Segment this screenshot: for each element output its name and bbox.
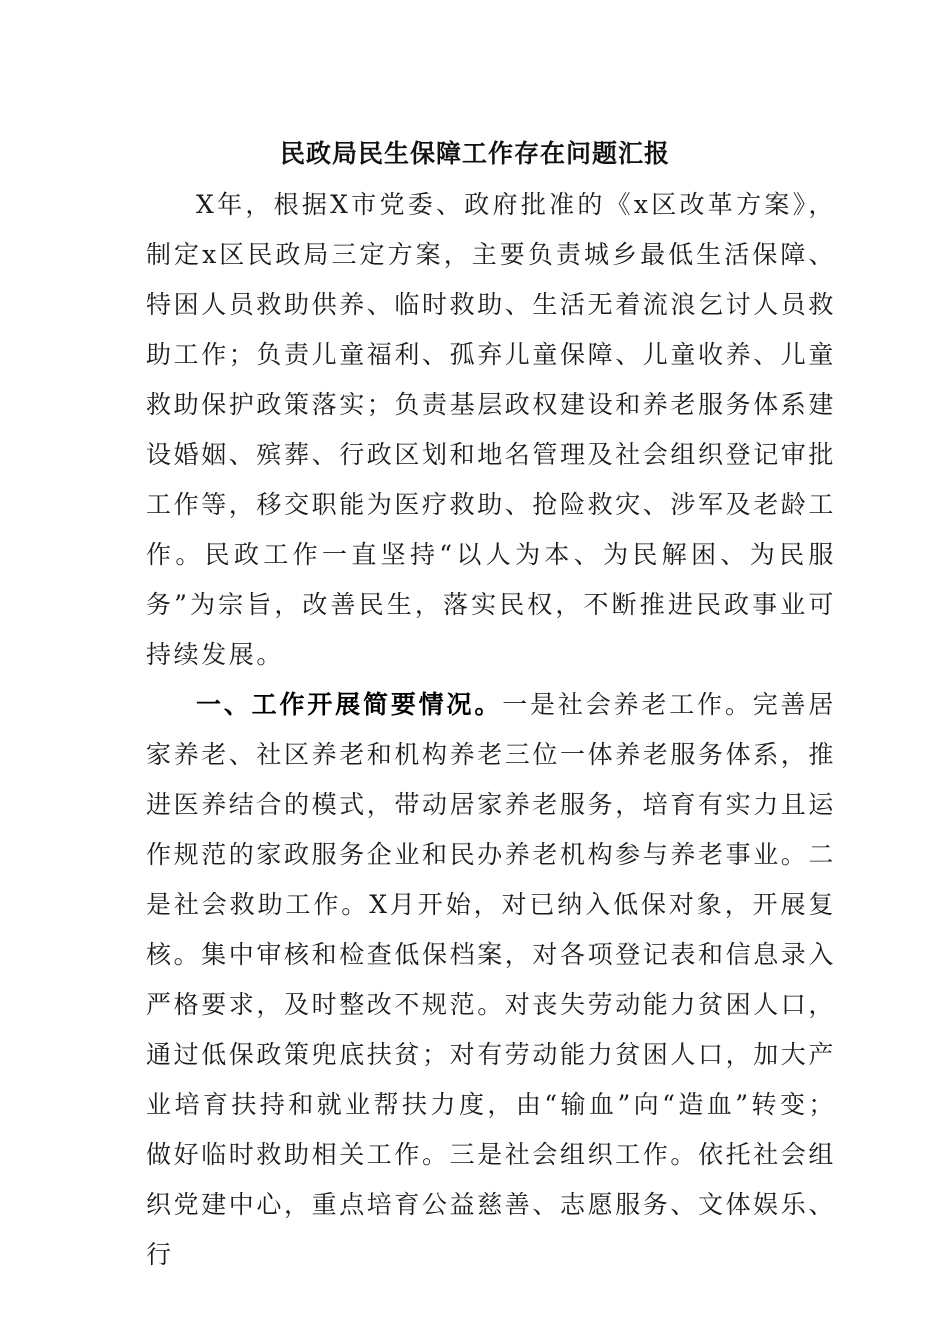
document-title: 民政局民生保障工作存在问题汇报 <box>279 139 670 168</box>
document-body <box>146 180 836 1280</box>
intro-paragraph: X年，根据X市党委、政府批准的《x区改革方案》，制定x区民政局三定方案，主要负责城乡最低生活保障、特困人员救助供养、临时救助、生活无着流浪乞讨人员救助工作；负责儿童福利、孤弃儿童保障、儿童收养、儿童救助保护政策落实；负责基层政权建设和养老服务体系建设婚姻、殡葬、行政区划和地名管理及社会组织登记审批工作等，移交职能为医疗救助、抢险救灾、涉军及老龄工作。民政工作一直坚持“以人为本、为民解困、为民服务”为宗旨，改善民生，落实民权，不断推进民政事业可持续发展。 <box>146 190 837 669</box>
section-1-text: 一是社会养老工作。完善居家养老、社区养老和机构养老三位一体养老服务体系，推进医养结合的模式，带动居家养老服务，培育有实力且运作规范的家政服务企业和民办养老机构参与养老事业。二是社会救助工作。X月开始，对已纳入低保对象，开展复核。集中审核和检查低保档案，对各项登记表和信息录入严格要求，及时整改不规范。对丧失劳动能力贫困人口，通过低保政策兜底扶贫；对有劳动能力贫困人口，加大产业培育扶持和就业帮扶力度，由“输血”向“造血”转变；做好临时救助相关工作。三是社会组织工作。依托社会组织党建中心，重点培育公益慈善、志愿服务、文体娱乐、行 <box>146 690 837 1269</box>
section-1-heading: 一、工作开展简要情况。 <box>196 690 503 719</box>
section-1-paragraph <box>146 680 836 1280</box>
